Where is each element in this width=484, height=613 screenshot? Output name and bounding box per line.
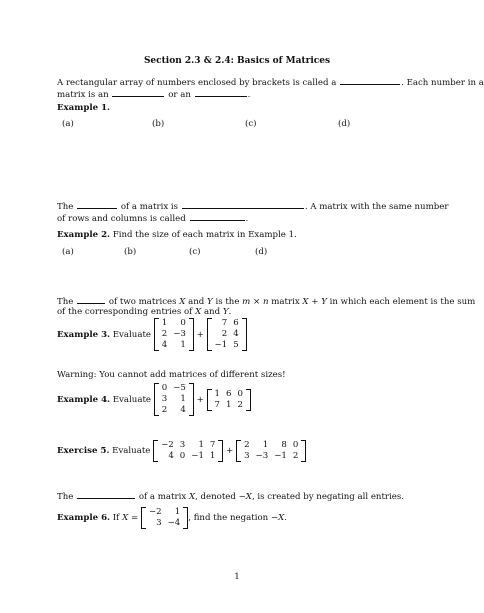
matrix-table (212, 318, 242, 351)
matrix-a (154, 318, 194, 351)
matrix-entry: −1 (191, 451, 204, 461)
matrix-table (212, 389, 246, 411)
answer-blank[interactable] (340, 76, 400, 85)
page-number: 1 (234, 572, 240, 582)
answer-blank[interactable] (112, 88, 164, 97)
sum-definition-line2 (57, 307, 231, 317)
text: , is created by negating all entries. (251, 492, 405, 502)
text: The (57, 202, 74, 212)
exercise-5-label: Exercise 5. (57, 446, 110, 456)
text: matrix (271, 297, 300, 307)
matrix-entry: 0 (292, 440, 299, 450)
matrix-entry: 8 (281, 440, 287, 450)
example-2-label: Example 2. (57, 230, 111, 240)
matrix-entry: 1 (209, 451, 216, 461)
text: and (203, 307, 221, 317)
matrix-entry: 0 (179, 451, 186, 461)
example-2-part-c: (c) (189, 247, 201, 257)
example-2-part-b: (b) (124, 247, 137, 257)
matrix-entry: 2 (237, 399, 243, 410)
text: of two matrices (108, 297, 177, 307)
text: . (247, 90, 251, 100)
matrix-entry: 5 (233, 340, 239, 350)
text: of a matrix is (120, 202, 179, 212)
text: . (284, 513, 287, 523)
text: of rows and columns is called (57, 214, 186, 224)
matrix-entry: −3 (173, 329, 186, 339)
text: , denoted (195, 492, 236, 502)
text: in which each element is the sum (329, 297, 476, 307)
text: If (112, 513, 120, 523)
text: . Each number in a (401, 78, 484, 88)
answer-blank[interactable] (190, 212, 245, 221)
matrix-entry: 4 (161, 340, 168, 350)
answer-blank[interactable] (77, 200, 117, 209)
example-1-part-c: (c) (245, 119, 257, 129)
text: , find the negation (188, 513, 269, 523)
right-bracket (189, 383, 194, 416)
sum-expression: X + Y (302, 297, 327, 307)
matrix-entry: 3 (244, 451, 250, 461)
matrix-a (153, 440, 223, 462)
example-2-part-d: (d) (255, 247, 268, 257)
matrix-entry: 4 (180, 405, 186, 415)
matrix-x (141, 507, 188, 529)
example-3 (57, 318, 247, 351)
page-title: Section 2.3 & 2.4: Basics of Matrices (143, 56, 331, 66)
matrix-entry: 2 (244, 440, 250, 450)
example-4 (57, 383, 251, 416)
var-x: X (179, 297, 186, 307)
matrix-entry: 1 (180, 340, 186, 350)
answer-blank[interactable] (195, 88, 247, 97)
example-4-text: Evaluate (112, 394, 151, 405)
matrix-table (159, 318, 189, 351)
negation-definition (57, 490, 404, 502)
size-definition-line2 (57, 212, 248, 224)
matrix-entry: 3 (179, 440, 186, 450)
example-1-part-d: (d) (338, 119, 351, 129)
var-x: X (195, 307, 202, 317)
example-1-part-b: (b) (152, 119, 165, 129)
matrix-entry: 1 (180, 394, 186, 404)
matrix-entry: 3 (161, 394, 168, 404)
answer-blank[interactable] (77, 490, 135, 499)
matrix-table (241, 440, 301, 462)
matrix-entry: −1 (274, 451, 287, 461)
sum-definition-line1 (57, 295, 475, 307)
text: . (245, 214, 249, 224)
matrix-b (236, 440, 306, 462)
matrix-entry: −2 (161, 440, 174, 450)
size-definition-line1 (57, 200, 448, 212)
matrix-entry: 1 (214, 388, 220, 399)
matrix-entry: −2 (148, 507, 162, 517)
matrix-b (207, 318, 247, 351)
example-2-text: Find the size of each matrix in Example 1. (112, 230, 297, 240)
exercise-5 (57, 440, 306, 462)
matrix-entry: 4 (233, 329, 239, 339)
matrix-a (154, 383, 194, 416)
var-y: Y (222, 307, 229, 317)
matrix-entry: 1 (226, 399, 232, 410)
neg-x: −X (270, 513, 285, 523)
matrix-entry: 6 (233, 318, 239, 328)
right-bracket (189, 318, 194, 351)
exercise-5-text: Evaluate (112, 446, 151, 456)
matrix-entry: 2 (292, 451, 299, 461)
matrix-entry: 0 (237, 388, 243, 399)
matrix-b (207, 389, 251, 411)
matrix-table (146, 507, 183, 529)
example-3-label: Example 3. (57, 329, 111, 340)
matrix-entry: 2 (161, 329, 168, 339)
example-4-label: Example 4. (57, 394, 111, 405)
matrix-entry: 1 (198, 440, 204, 450)
matrix-entry: 7 (214, 399, 220, 410)
dimensions: m × n (242, 297, 269, 307)
matrix-entry: 0 (180, 318, 186, 328)
text: and (188, 297, 205, 307)
example-1-part-a: (a) (62, 119, 74, 129)
var-x: X (122, 513, 129, 523)
example-6 (57, 507, 287, 529)
text: The (57, 297, 74, 307)
plus-sign: + (196, 394, 204, 405)
example-1-label: Example 1. (57, 103, 111, 113)
text: . A matrix with the same number (304, 202, 449, 212)
plus-sign: + (226, 446, 234, 456)
text: is the (215, 297, 240, 307)
matrix-entry: 7 (209, 440, 216, 450)
matrix-entry: 7 (221, 318, 228, 328)
matrix-entry: −3 (255, 451, 269, 461)
text: A rectangular array of numbers enclosed by brackets is called a (57, 78, 337, 88)
text: or an (168, 90, 191, 100)
right-bracket (301, 440, 306, 462)
matrix-entry: 1 (174, 507, 181, 517)
example-6-label: Example 6. (57, 513, 111, 523)
text: The (57, 492, 74, 502)
matrix-entry: −1 (214, 340, 228, 350)
matrix-entry: −4 (167, 518, 181, 528)
matrix-entry: 1 (262, 440, 269, 450)
neg-x: −X (238, 492, 252, 502)
var-y: Y (207, 297, 213, 307)
text: of the corresponding entries of (57, 307, 193, 317)
var-x: X (188, 492, 196, 502)
matrix-entry: 0 (161, 383, 168, 393)
matrix-definition-line1 (57, 76, 484, 88)
text: . (228, 307, 232, 317)
matrix-entry: 1 (161, 318, 168, 328)
answer-blank[interactable] (77, 295, 105, 304)
warning-text: Warning: You cannot add matrices of different sizes! (57, 370, 286, 380)
right-bracket (218, 440, 223, 462)
text: matrix is an (57, 90, 109, 100)
matrix-entry: 6 (226, 388, 232, 399)
plus-sign: + (196, 329, 204, 340)
example-3-text: Evaluate (112, 329, 151, 340)
answer-blank[interactable] (182, 200, 304, 209)
equals-sign: = (130, 513, 139, 523)
matrix-entry: −5 (173, 383, 186, 393)
matrix-entry: 2 (161, 405, 168, 415)
example-2 (57, 230, 297, 240)
matrix-table (158, 440, 218, 462)
example-2-part-a: (a) (62, 247, 74, 257)
right-bracket (242, 318, 247, 351)
matrix-entry: 4 (168, 451, 174, 461)
matrix-entry: 3 (156, 518, 162, 528)
matrix-definition-line2 (57, 88, 250, 100)
matrix-table (159, 383, 189, 416)
right-bracket (246, 389, 251, 411)
matrix-entry: 2 (221, 329, 228, 339)
text: of a matrix (138, 492, 187, 502)
